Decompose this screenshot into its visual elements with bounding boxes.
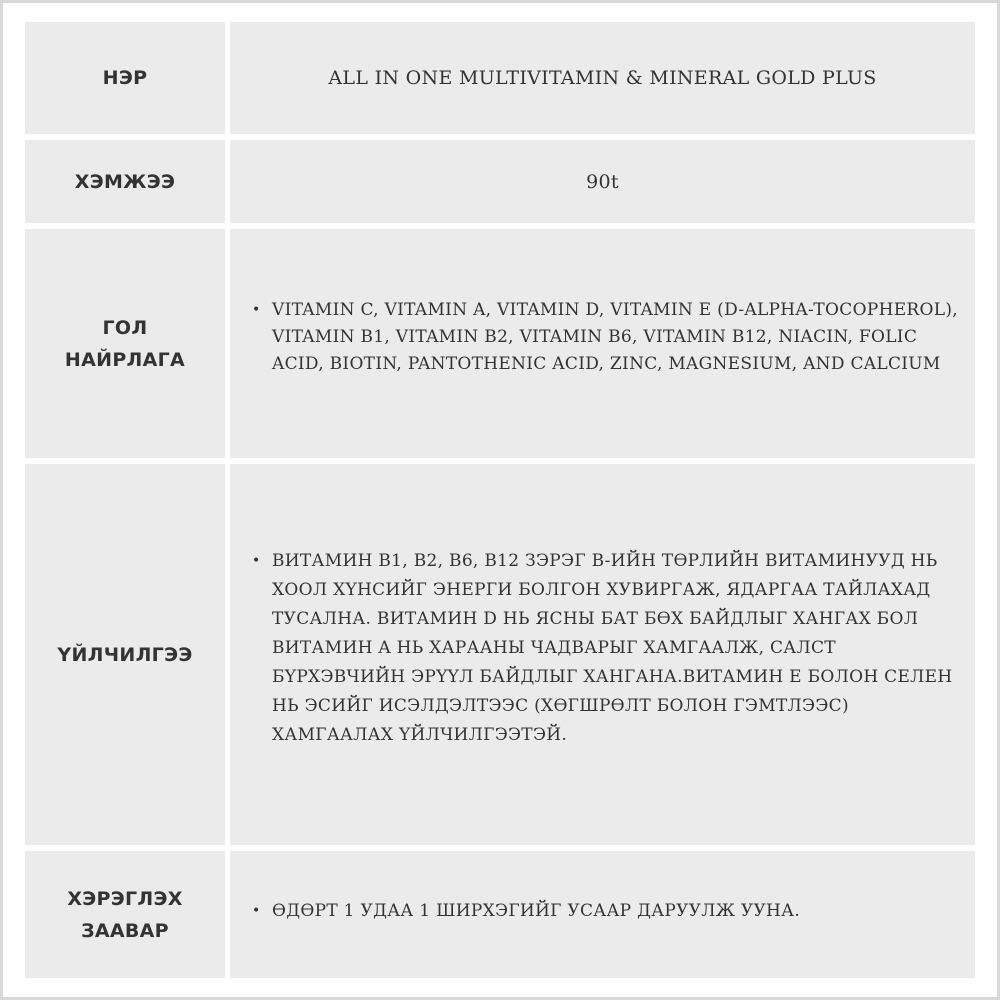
usage-list [230, 898, 800, 925]
usage-label-line-2: ЗААВАР [81, 919, 169, 942]
size-value-cell [230, 140, 975, 223]
name-label: НЭР [102, 67, 148, 89]
usage-list-item: • ӨДӨРТ 1 УДАА 1 ШИРХЭГИЙГ УСААР ДАРУУЛЖ УУНА. [272, 898, 800, 925]
benefits-label: ҮЙЛЧИЛГЭЭ [57, 643, 193, 666]
name-label-cell [25, 22, 225, 134]
benefits-value-cell [230, 464, 975, 845]
benefits-list-item: • ВИТАМИН B1, B2, B6, B12 ЗЭРЭГ B-ИЙН ТӨРЛИЙН ВИТАМИНУУД НЬ ХООЛ ХҮНСИЙГ ЭНЕРГИ БОЛГОН ХУВИРГАЖ, ЯДАРГАА ТАЙЛАХАД ТУСАЛНА. ВИТАМИН D НЬ ЯСНЫ БАТ БӨХ БАЙДЛЫГ ХАНГАХ БОЛ ВИТАМИН A НЬ ХАРААНЫ ЧАДВАРЫГ ХАМГААЛЖ, САЛСТ БҮРХЭВЧИЙН ЭРҮҮЛ БАЙДЛЫГ ХАНГАНА.ВИТАМИН E БОЛОН СЕЛЕН НЬ ЭСИЙГ ИСЭЛДЭЛТЭЭС (ХӨГШРӨЛТ БОЛОН ГЭМТЛЭЭС) ХАМГААЛАХ ҮЙЛЧИЛГЭЭТЭЙ. [272, 547, 963, 750]
usage-label-cell [25, 851, 225, 978]
ingredients-label-line-1: ГОЛ [102, 316, 148, 339]
usage-label-line-1: ХЭРЭГЛЭХ [67, 887, 183, 910]
name-value: ALL IN ONE MULTIVITAMIN & MINERAL GOLD PLUS [328, 67, 877, 89]
ingredients-label-line-2: НАЙРЛАГА [64, 348, 186, 371]
size-label-cell [25, 140, 225, 223]
ingredients-value-cell [230, 229, 975, 458]
size-value: 90t [586, 170, 619, 193]
benefits-label-cell [25, 464, 225, 845]
usage-value-cell [230, 851, 975, 978]
ingredients-list-item: • VITAMIN C, VITAMIN A, VITAMIN D, VITAMIN E (D-ALPHA-TOCOPHEROL), VITAMIN B1, VITAMIN B2, VITAMIN B6, VITAMIN B12, NIACIN, FOLIC ACID, BIOTIN, PANTOTHENIC ACID, ZINC, MAGNESIUM, AND CALCIUM [272, 297, 963, 378]
ingredients-label-cell [25, 229, 225, 458]
name-value-cell [230, 22, 975, 134]
ingredients-list [230, 297, 963, 378]
size-label: ХЭМЖЭЭ [74, 170, 176, 193]
benefits-list [230, 547, 963, 750]
